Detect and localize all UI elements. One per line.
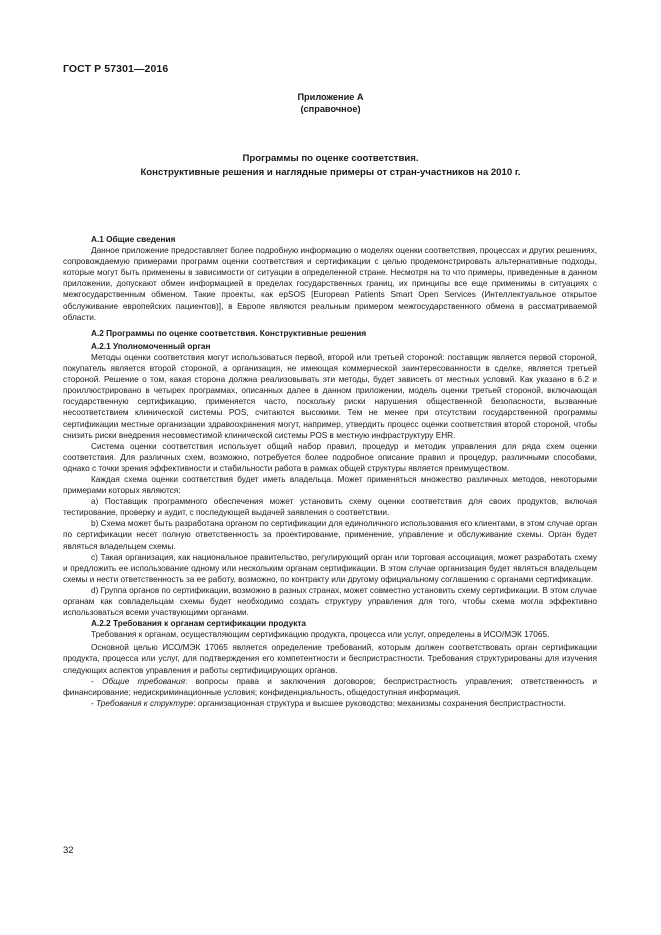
paragraph: Данное приложение предоставляет более подробную информацию о моделях оценки соответствия, процессах и других решениях, сопровождаемую примерами программ оценки соответствия и сертификации с целью продемонстрировать альтернативные подходы, которые могут быть применены в зависимости от ситуации в определенной стране. Несмотря на то что примеры, приведенные в данном приложении, допускают обмен информацией в пределах государственных границ, их принципы все еще применимы в ситуациях с межгосударственным обменом. Такие проекты, как epSOS [European Patients Smart Open Services (Интеллектуальное открытое обслуживание европейских пациентов)], в Европе являются реальным примером межгосударственного обмена в рассматриваемой области. — [63, 246, 597, 322]
paragraph: Основной целью ИСО/МЭК 17065 является определение требований, которым должен соответствовать орган сертификации продукта, процесса или услуг, для подтверждения его компетентности и беспристрастности. Требования структурированы для изучения следующих аспектов управления и работы сертифицирующих органов. — [63, 643, 597, 675]
dash-item-general-requirements — [63, 676, 597, 698]
annex-title-line-1: Программы по оценке соответствия. — [242, 153, 419, 164]
dash-item-label: Требования к структуре — [96, 698, 194, 708]
subsection-heading-a22: А.2.2 Требования к органам сертификации продукта — [91, 619, 306, 629]
annex-label: Приложение А — [297, 92, 364, 102]
section-heading-a2: А.2 Программы по оценке соответствия. Конструктивные решения — [91, 328, 367, 338]
list-item-b: b) Схема может быть разработана органом по сертификации для единоличного использования его клиентами, в этом случае орган по сертификации несет полную ответственность за проектирование, применение, управление и обслуживание схемы. Орган будет являться владельцем схемы. — [63, 519, 597, 551]
paragraph: Система оценки соответствия использует общий набор правил, процедур и методик управления для ряда схем оценки соответствия. Для различных схем, возможно, потребуется более подробное описание правил и процедур, различными способами, однако с точки зрения эффективности и стабильности работа в рамках общей структуры является преимуществом. — [63, 441, 597, 473]
annex-type: (справочное) — [300, 104, 361, 114]
dash-item-text: : вопросы права и заключения договоров; беспристрастность управления; ответственность и финансирование; недискриминационные условия; конфиденциальность, общедоступная информация. — [63, 676, 597, 697]
dash-item-structure-requirements — [63, 698, 597, 709]
dash-marker: - — [91, 698, 94, 708]
dash-item-label: Общие требования — [102, 676, 186, 686]
subsection-heading-a21: А.2.1 Уполномоченный орган — [91, 341, 211, 351]
paragraph: Требования к органам, осуществляющим сертификацию продукта, процесса или услуг, определены в ИСО/МЭК 17065. — [91, 630, 550, 640]
document-body — [63, 234, 597, 709]
dash-item-text: : организационная структура и высшее руководство; механизмы сохранения беспристрастности. — [193, 698, 566, 708]
page-number: 32 — [63, 845, 74, 856]
list-item-c: c) Такая организация, как национальное правительство, регулирующий орган или торговая ассоциация, может разработать схему и предложить ее использование одному или нескольким органам сертификации. В этом случае организация будет являться владельцем схемы и нести ответственность за ее работу, возможно, по контракту или другому официальному соглашению с органами сертификации. — [63, 552, 597, 584]
annex-title-line-2: Конструктивные решения и наглядные примеры от стран-участников на 2010 г. — [140, 167, 521, 178]
list-item-a: a) Поставщик программного обеспечения может установить схему оценки соответствия для своих продуктов, включая тестирование, проверку и аудит, с последующей выдачей заявления о соответствии. — [63, 497, 597, 518]
list-item-d: d) Группа органов по сертификации, возможно в разных странах, может совместно установить схему сертификации. В этом случае органам как совладельцам схемы будет необходимо создать структуру управления для того, чтобы схема могла эффективно использоваться всеми участвующими органами. — [63, 585, 597, 618]
section-heading-a1: А.1 Общие сведения — [91, 235, 176, 244]
paragraph: Каждая схема оценки соответствия будет иметь владельца. Может применяться множество различных методов, некоторыми примерами которых являются: — [63, 474, 597, 496]
dash-marker: - — [91, 676, 94, 686]
paragraph: Методы оценки соответствия могут использоваться первой, второй или третьей стороной: поставщик является первой стороной, покупатель является второй стороной, а организация, не имеющая коммерческой заинтересованности в сделке, является третьей стороной. Решение о том, какая сторона должна реализовывать эти методы, будет зависеть от местных условий. Как указано в 6.2 и проиллюстрировано в четырех программах, описанных далее в данном приложении, модель оценки третьей стороной, включающая государственную сертификацию, применяется часто, поскольку риски нарушения общественной безопасности, вызванные несоответствием клинической системы POS, считаются высокими. Тем не менее при отсутствии государственной программы сертификации местные организации здравоохранения могут, например, утвердить процесс оценки соответствия второй стороной, чтобы снизить риски внедрения несовместимой клинической системы POS в местную инфраструктуру EHR. — [63, 352, 597, 440]
document-code: ГОСТ Р 57301—2016 — [63, 63, 169, 75]
